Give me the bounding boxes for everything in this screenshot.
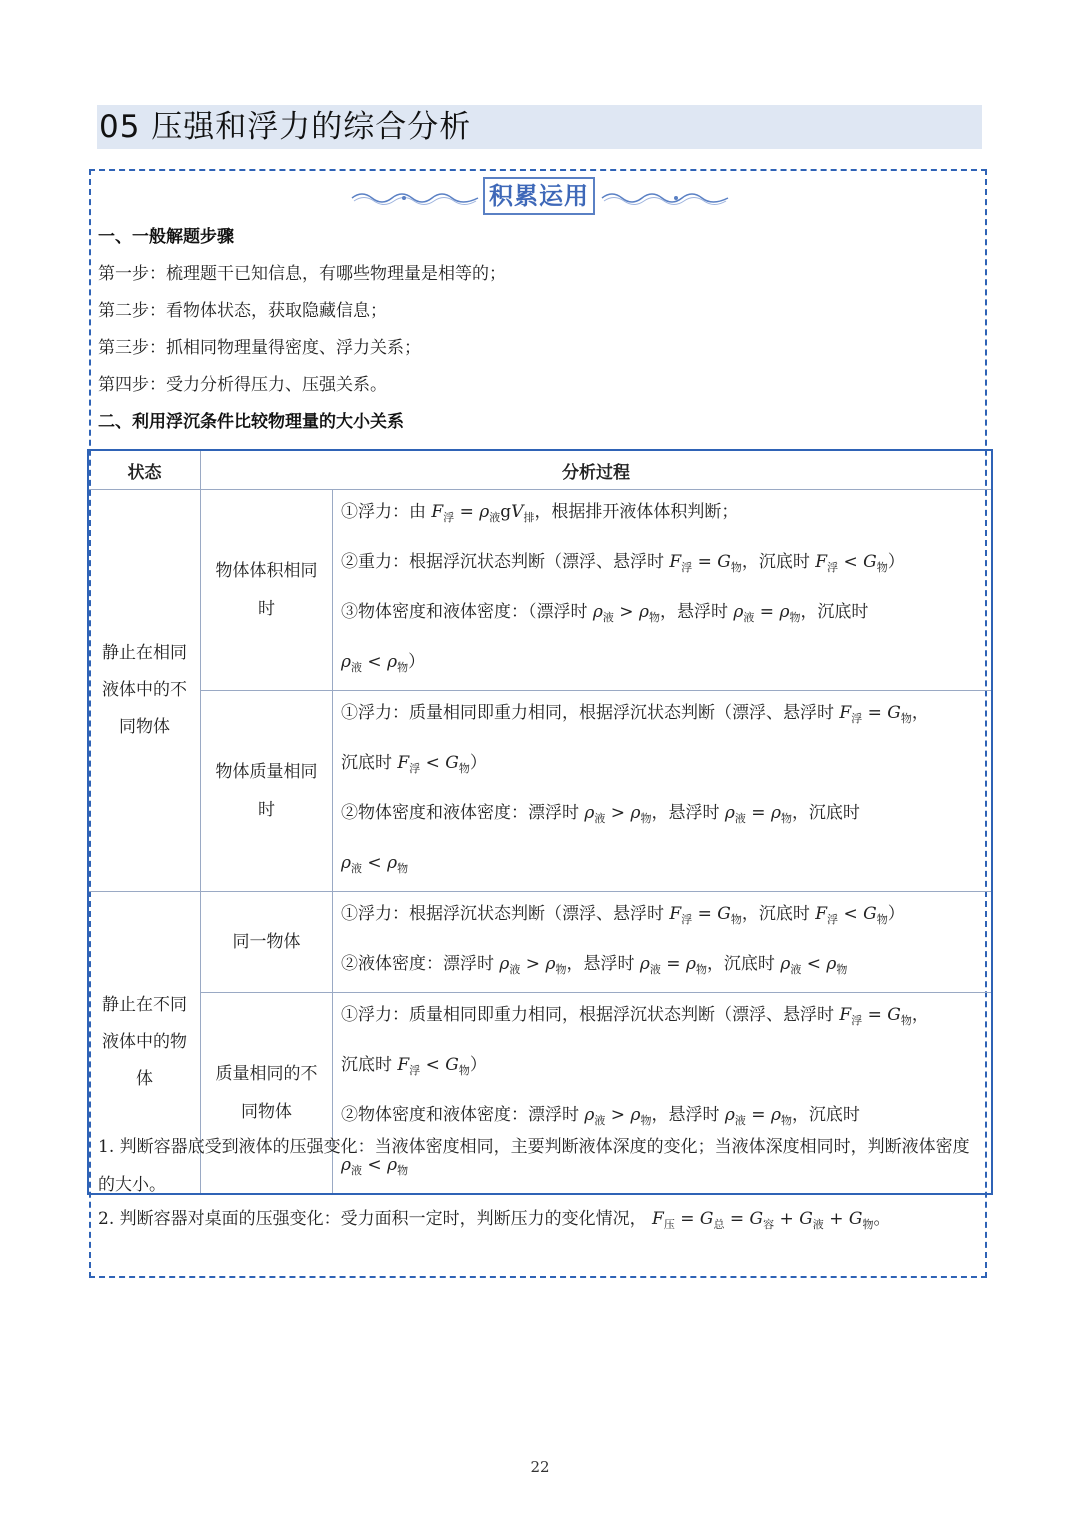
text: ，悬浮时 (651, 1105, 720, 1125)
section-title-bar (97, 105, 982, 149)
wave-decoration-right-icon (600, 188, 730, 208)
analysis-cell: ①浮力：质量相同即重力相同，根据浮沉状态判断（漂浮、悬浮时 $F_浮 = G_物$， 沉底时 $F_浮 < G_物$） ②物体密度和液体密度：漂浮时 $\rho_液 > \rho_物$，悬浮时 $\rho_液 = \rho_物$，沉底时 $\rho_液 < \rho_物$ (333, 993, 992, 1194)
text: ，悬浮时 (566, 954, 635, 974)
text: ，沉底时 (791, 1105, 860, 1125)
step-3: 第三步：抓相同物理量得密度、浮力关系； (98, 338, 421, 358)
text: ， (911, 1005, 929, 1025)
text: ①浮力：由 (341, 502, 426, 522)
text: ， (911, 703, 929, 723)
condition-same-mass: 物体质量相同时 (201, 691, 333, 892)
state-same-liquid: 静止在相同液体中的不同物体 (89, 490, 201, 892)
analysis-cell: ①浮力：由 $F_浮 = \rho_液gV_排$，根据排开液体体积判断； ②重力：根据浮沉状态判断（漂浮、悬浮时 $F_浮 = G_物$，沉底时 $F_浮 < G_物$） ③物体密度和液体密度：（漂浮时 $\rho_液 > \rho_物$，悬浮时 $\rho_液 = \rho_物$，沉底时 $\rho_液 < \rho_物$） (333, 490, 992, 691)
text: ） (887, 904, 905, 924)
step-2: 第二步：看物体状态，获取隐藏信息； (98, 301, 387, 321)
condition-same-volume: 物体体积相同时 (201, 490, 333, 691)
text: ②液体密度：漂浮时 (341, 954, 494, 974)
step-1: 第一步：梳理题干已知信息，有哪些物理量是相等的； (98, 264, 506, 284)
wave-decoration-left-icon (350, 188, 480, 208)
section-heading-2: 二、利用浮沉条件比较物理量的大小关系 (98, 412, 404, 432)
text: ） (469, 753, 487, 773)
page-title: 05 压强和浮力的综合分析 (99, 109, 472, 145)
text: ，悬浮时 (651, 803, 720, 823)
table-header-row (89, 451, 992, 490)
analysis-cell: ①浮力：质量相同即重力相同，根据浮沉状态判断（漂浮、悬浮时 $F_浮 = G_物$， 沉底时 $F_浮 < G_物$） ②物体密度和液体密度：漂浮时 $\rho_液 > \rho_物$，悬浮时 $\rho_液 = \rho_物$，沉底时 $\rho_液 < \rho_物$ (333, 691, 992, 892)
banner (350, 176, 730, 218)
text: ①浮力：质量相同即重力相同，根据浮沉状态判断（漂浮、悬浮时 (341, 703, 834, 723)
text: ，悬浮时 (659, 602, 728, 622)
analysis-table (88, 450, 992, 1194)
step-4: 第四步：受力分析得压力、压强关系。 (98, 375, 387, 395)
text: ） (887, 552, 905, 572)
text: ） (408, 652, 426, 672)
text: ，沉底时 (800, 602, 869, 622)
condition-same-object: 同一物体 (201, 892, 333, 993)
banner-label: 积累运用 (489, 182, 589, 210)
analysis-cell: ①浮力：根据浮沉状态判断（漂浮、悬浮时 $F_浮 = G_物$，沉底时 $F_浮 < G_物$） ②液体密度：漂浮时 $\rho_液 > \rho_物$，悬浮时 $\rho_液 = \rho_物$，沉底时 $\rho_液 < \rho_物$ (333, 892, 992, 993)
table-row (89, 490, 992, 691)
condition-same-mass-different-objects: 质量相同的不同物体 (201, 993, 333, 1194)
table-row (89, 892, 992, 993)
text: ，沉底时 (741, 904, 810, 924)
text: 沉底时 (341, 753, 392, 773)
text: ） (469, 1055, 487, 1075)
state-different-liquid: 静止在不同液体中的物体 (89, 892, 201, 1194)
text: ③物体密度和液体密度：（漂浮时 (341, 602, 588, 622)
note-2: 2. 判断容器对桌面的压强变化：受力面积一定时，判断压力的变化情况， $F_压 = G_总 = G_容 + G_液 + G_物$。 (98, 1209, 891, 1231)
header-state: 状态 (89, 451, 201, 490)
section-heading-1: 一、一般解题步骤 (98, 227, 234, 247)
text: ②物体密度和液体密度：漂浮时 (341, 803, 579, 823)
table-row (89, 691, 992, 892)
text: ，沉底时 (791, 803, 860, 823)
text: ②物体密度和液体密度：漂浮时 (341, 1105, 579, 1125)
header-analysis: 分析过程 (201, 451, 992, 490)
note-2-text: 2. 判断容器对桌面的压强变化：受力面积一定时，判断压力的变化情况， (98, 1209, 647, 1229)
text: ，根据排开液体体积判断； (534, 502, 739, 522)
text: ①浮力：质量相同即重力相同，根据浮沉状态判断（漂浮、悬浮时 (341, 1005, 834, 1025)
text: 沉底时 (341, 1055, 392, 1075)
note-1: 1. 判断容器底受到液体的压强变化：当液体密度相同，主要判断液体深度的变化；当液体深度相同时，判断液体密度的大小。 (98, 1137, 970, 1195)
page-number: 22 (530, 1458, 550, 1476)
text: ①浮力：根据浮沉状态判断（漂浮、悬浮时 (341, 904, 664, 924)
text: ，沉底时 (706, 954, 775, 974)
text: ②重力：根据浮沉状态判断（漂浮、悬浮时 (341, 552, 664, 572)
text: ，沉底时 (741, 552, 810, 572)
note-2-end: 。 (873, 1209, 891, 1229)
